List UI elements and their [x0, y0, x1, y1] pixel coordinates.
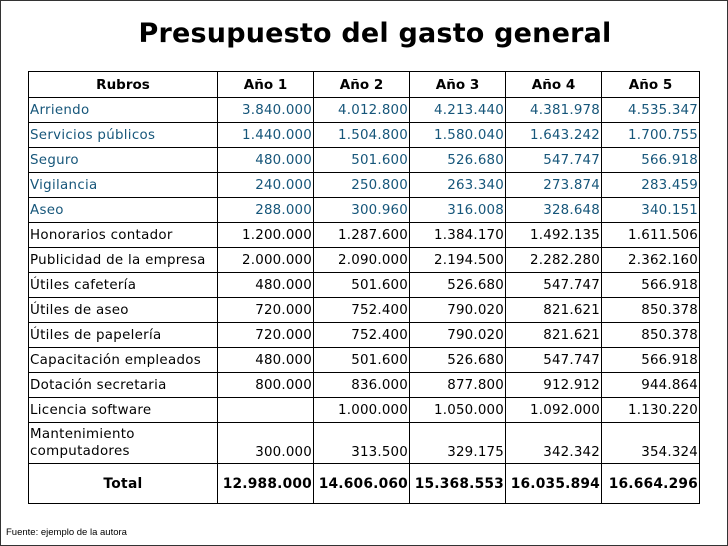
- cell-value: 720.000: [218, 298, 314, 323]
- cell-value: 300.000: [218, 423, 314, 464]
- table-row: [29, 298, 700, 323]
- row-label: Aseo: [29, 198, 218, 223]
- total-value: 16.664.296: [602, 464, 700, 504]
- cell-value: 1.492.135: [506, 223, 602, 248]
- cell-value: 501.600: [314, 148, 410, 173]
- cell-value: 1.700.755: [602, 123, 700, 148]
- cell-value: 2.362.160: [602, 248, 700, 273]
- cell-value: 850.378: [602, 323, 700, 348]
- cell-value: 501.600: [314, 348, 410, 373]
- cell-value: 1.287.600: [314, 223, 410, 248]
- column-header: Año 2: [314, 72, 410, 98]
- cell-value: 566.918: [602, 348, 700, 373]
- table-row: [29, 223, 700, 248]
- cell-value: 1.580.040: [410, 123, 506, 148]
- cell-value: 800.000: [218, 373, 314, 398]
- table-row: [29, 273, 700, 298]
- cell-value: 2.000.000: [218, 248, 314, 273]
- row-label: Útiles de aseo: [29, 298, 218, 323]
- cell-value: 566.918: [602, 148, 700, 173]
- cell-value: 300.960: [314, 198, 410, 223]
- cell-value: 1.092.000: [506, 398, 602, 423]
- cell-value: 566.918: [602, 273, 700, 298]
- table-row: [29, 123, 700, 148]
- cell-value: 3.840.000: [218, 98, 314, 123]
- cell-value: 1.643.242: [506, 123, 602, 148]
- cell-value: 1.050.000: [410, 398, 506, 423]
- cell-value: 273.874: [506, 173, 602, 198]
- cell-value: 752.400: [314, 298, 410, 323]
- column-header: Rubros: [29, 72, 218, 98]
- cell-value: 263.340: [410, 173, 506, 198]
- cell-value: 547.747: [506, 148, 602, 173]
- cell-value: 4.213.440: [410, 98, 506, 123]
- cell-value: 850.378: [602, 298, 700, 323]
- table-row: [29, 148, 700, 173]
- cell-value: 790.020: [410, 323, 506, 348]
- cell-value: 821.621: [506, 323, 602, 348]
- cell-value: 526.680: [410, 348, 506, 373]
- cell-value: 1.440.000: [218, 123, 314, 148]
- cell-value: 526.680: [410, 148, 506, 173]
- cell-value: 547.747: [506, 273, 602, 298]
- table-row: [29, 98, 700, 123]
- cell-value: 2.282.280: [506, 248, 602, 273]
- cell-value: 1.130.220: [602, 398, 700, 423]
- row-label: Servicios públicos: [29, 123, 218, 148]
- table-row: [29, 173, 700, 198]
- row-label: Vigilancia: [29, 173, 218, 198]
- cell-value: 328.648: [506, 198, 602, 223]
- cell-value: 877.800: [410, 373, 506, 398]
- header-row: [29, 72, 700, 98]
- cell-value: 250.800: [314, 173, 410, 198]
- total-label: Total: [29, 464, 218, 504]
- cell-value: 1.504.800: [314, 123, 410, 148]
- row-label: Útiles cafetería: [29, 273, 218, 298]
- table-row: [29, 348, 700, 373]
- table-row: [29, 398, 700, 423]
- cell-value: 526.680: [410, 273, 506, 298]
- cell-value: 240.000: [218, 173, 314, 198]
- table-row: [29, 423, 700, 464]
- cell-value: 720.000: [218, 323, 314, 348]
- cell-value: 836.000: [314, 373, 410, 398]
- table-row: [29, 198, 700, 223]
- row-label: Dotación secretaria: [29, 373, 218, 398]
- cell-value: 480.000: [218, 348, 314, 373]
- cell-value: 4.012.800: [314, 98, 410, 123]
- total-value: 15.368.553: [410, 464, 506, 504]
- cell-value: 288.000: [218, 198, 314, 223]
- total-row: [29, 464, 700, 504]
- row-label: Honorarios contador: [29, 223, 218, 248]
- cell-value: 329.175: [410, 423, 506, 464]
- cell-value: 2.090.000: [314, 248, 410, 273]
- row-label: Capacitación empleados: [29, 348, 218, 373]
- cell-value: 501.600: [314, 273, 410, 298]
- table-row: [29, 373, 700, 398]
- cell-value: 1.000.000: [314, 398, 410, 423]
- cell-value: 354.324: [602, 423, 700, 464]
- cell-value: 1.200.000: [218, 223, 314, 248]
- table-row: [29, 248, 700, 273]
- column-header: Año 1: [218, 72, 314, 98]
- total-value: 14.606.060: [314, 464, 410, 504]
- total-value: 12.988.000: [218, 464, 314, 504]
- column-header: Año 5: [602, 72, 700, 98]
- cell-value: 283.459: [602, 173, 700, 198]
- cell-value: 1.611.506: [602, 223, 700, 248]
- cell-value: 1.384.170: [410, 223, 506, 248]
- cell-value: [218, 398, 314, 423]
- column-header: Año 4: [506, 72, 602, 98]
- cell-value: 912.912: [506, 373, 602, 398]
- row-label: Mantenimiento computadores: [29, 423, 218, 464]
- cell-value: 313.500: [314, 423, 410, 464]
- row-label: Seguro: [29, 148, 218, 173]
- budget-table: [28, 71, 700, 504]
- row-label: Útiles de papelería: [29, 323, 218, 348]
- page-title: Presupuesto del gasto general: [138, 18, 612, 49]
- column-header: Año 3: [410, 72, 506, 98]
- cell-value: 316.008: [410, 198, 506, 223]
- cell-value: 2.194.500: [410, 248, 506, 273]
- source-note: Fuente: ejemplo de la autora: [6, 527, 127, 538]
- table-row: [29, 323, 700, 348]
- cell-value: 944.864: [602, 373, 700, 398]
- cell-value: 547.747: [506, 348, 602, 373]
- cell-value: 821.621: [506, 298, 602, 323]
- cell-value: 480.000: [218, 148, 314, 173]
- cell-value: 790.020: [410, 298, 506, 323]
- cell-value: 340.151: [602, 198, 700, 223]
- cell-value: 4.535.347: [602, 98, 700, 123]
- row-label: Arriendo: [29, 98, 218, 123]
- cell-value: 752.400: [314, 323, 410, 348]
- row-label: Publicidad de la empresa: [29, 248, 218, 273]
- cell-value: 480.000: [218, 273, 314, 298]
- row-label: Licencia software: [29, 398, 218, 423]
- total-value: 16.035.894: [506, 464, 602, 504]
- cell-value: 4.381.978: [506, 98, 602, 123]
- cell-value: 342.342: [506, 423, 602, 464]
